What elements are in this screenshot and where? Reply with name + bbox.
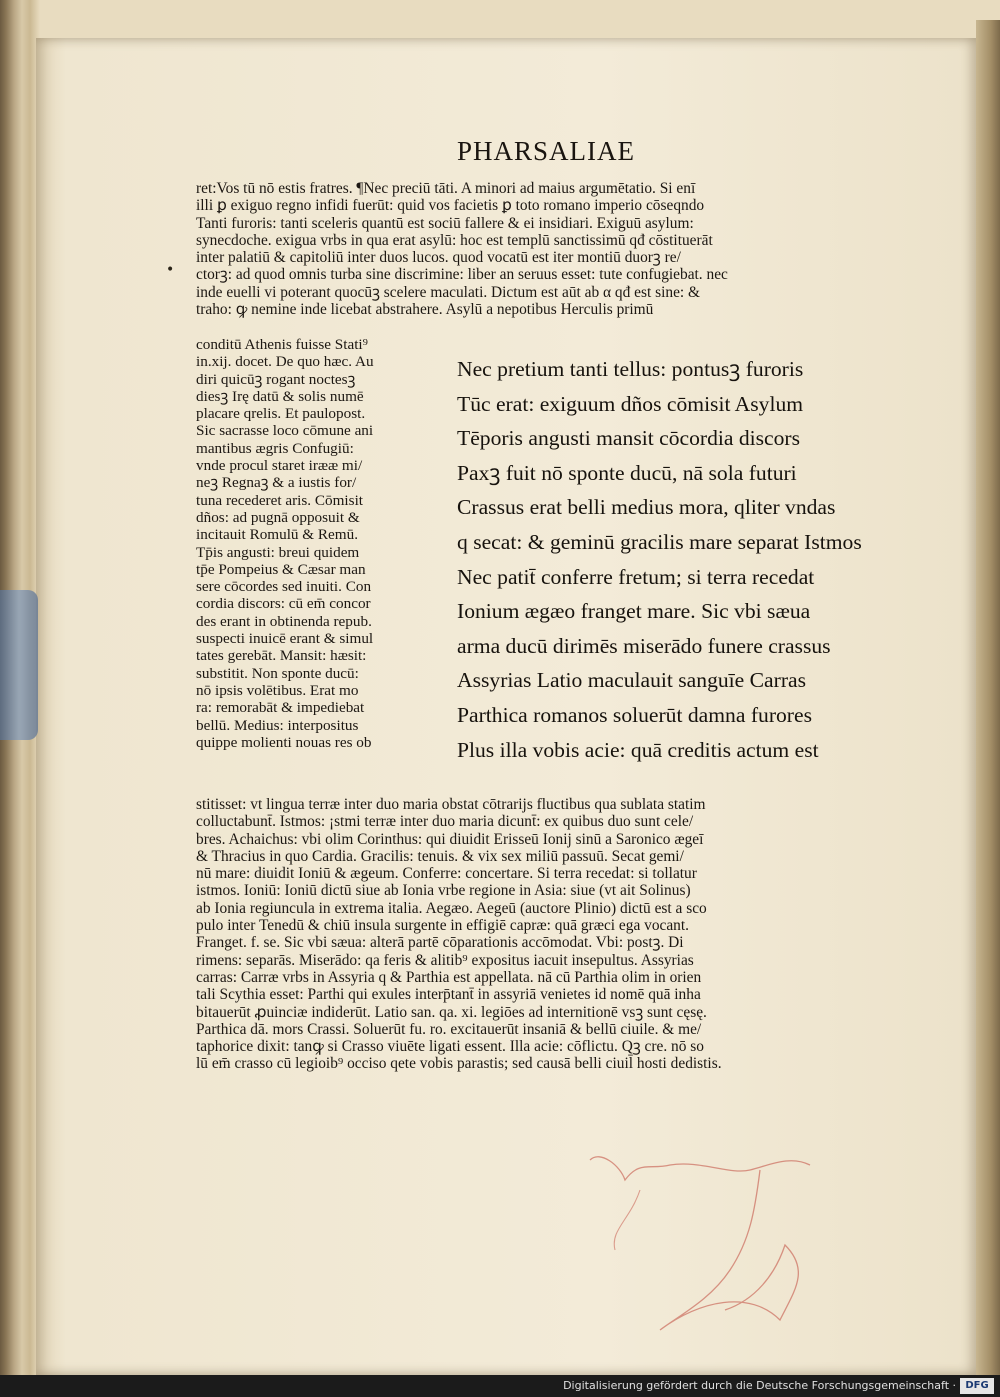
commentary-line: nū mare: diuidit Ioniū & ægeum. Conferre: concertare. Si terra recedat: si tollatur: [196, 865, 697, 883]
page-heading: PHARSALIAE: [457, 136, 636, 166]
verse-line: Tēporis angusti mansit cōcordia discors: [457, 426, 801, 451]
commentary-line: conditū Athenis fuisse Stati⁹: [196, 336, 368, 353]
verse-line: Assyrias Latio maculauit sanguīe Carras: [457, 668, 807, 693]
verse-line: q secat: & geminū gracilis mare separat Istmos: [457, 529, 862, 554]
commentary-line: cordia discors: cū em̄ concor: [196, 595, 371, 613]
commentary-line: sere cōcordes sed inuiti. Con: [196, 578, 372, 596]
commentary-line: ret:Vos tū nō estis fratres. ¶Nec preciū tāti. A minori ad maius argumētatio. Si enī: [196, 180, 696, 197]
commentary-line: suspecti inuicē erant & simul: [196, 630, 374, 648]
commentary-line: ab Ionia regiuncula in extrema italia. Aegæo. Aegeū (auctore Plinio) dictū est a sco: [196, 899, 707, 917]
commentary-line: rimens: separās. Miserādo: qa feris & alitib⁹ expositus iacuit insepultus. Assyrias: [196, 951, 694, 969]
verse-line: Nec patit̄ conferre fretum; si terra recedat: [457, 564, 815, 589]
commentary-line: des erant in obtinenda repub.: [196, 612, 372, 630]
commentary-line: Tp̄is angusti: breui quidem: [196, 543, 360, 561]
commentary-line: vnde procul staret irææ mi/: [196, 457, 363, 475]
commentary-line: illi ꝑ exiguo regno infidi fuerūt: quid vos facietis ꝑ toto romano imperio cōseqndo: [196, 197, 705, 215]
commentary-line: tuna recederet aris. Cōmisit: [196, 491, 364, 509]
commentary-line: bellū. Medius: interpositus: [196, 716, 359, 734]
commentary-line: traho: ꝙ nemine inde licebat abstrahere. Asylū a nepotibus Herculis primū: [196, 301, 654, 319]
verse-line: Parthica romanos soluerūt damna furores: [457, 702, 812, 727]
commentary-line: ctorꝫ: ad quod omnis turba sine discrimine: liber an seruus esset: tute confugiebat. nec: [196, 266, 728, 284]
verse-line: Paxꝫ fuit nō sponte ducū, nā sola futuri: [457, 460, 797, 485]
commentary-bottom: [196, 796, 722, 1073]
commentary-line: carras: Carræ vrbs in Assyria q & Parthia est appellata. nā cū Parthia olim in orien: [196, 968, 702, 986]
commentary-line: lū em̄ crasso cū legioib⁹ occiso qete vobis parastis; sed causā belli ciuil̄ hosti dedistis.: [196, 1055, 722, 1073]
commentary-line: tali Scythia esset: Parthi qui exules interp̄tant̄ in assyriā venietes id nomē quā inha: [196, 986, 701, 1004]
margin-dot-icon: •: [166, 262, 175, 278]
commentary-line: Sic sacrasse loco cōmune ani: [196, 422, 374, 440]
commentary-line: neꝫ Regnaꝫ & a iustis for/: [196, 474, 357, 492]
commentary-line: stitisset: vt lingua terræ inter duo maria obstat cōtrarijs fluctibus qua sublata statim: [196, 796, 706, 813]
book-gutter: [976, 20, 1000, 1375]
commentary-line: inter palatiū & capitoliū inter duos lucos. quod vocatū est iter montiū duorꝫ re/: [196, 249, 681, 267]
commentary-line: substitit. Non sponte ducū:: [196, 664, 359, 682]
commentary-line: taphorice dixit: tanꝙ si Crasso viuēte ligati essent. Illa acie: cōflictu. Qꝫ cre. nō so: [196, 1038, 704, 1056]
commentary-line: tates gerebāt. Mansit: hæsit:: [196, 647, 367, 665]
commentary-line: ra: remorabāt & impediebat: [196, 699, 365, 717]
commentary-line: Franget. f. se. Sic vbi sæua: alterā partē cōparationis accōmodat. Vbi: postꝫ. Di: [196, 934, 684, 952]
commentary-line: in.xij. docet. De quo hæc. Au: [196, 353, 374, 371]
commentary-line: bitauerūt ꝓuinciæ indiderūt. Latio san. qa. xi. legiōes ad internitionē vsꝫ sunt cęsę.: [196, 1003, 707, 1021]
verse-line: Tūc erat: exiguum dños cōmisit Asylum: [457, 391, 804, 416]
commentary-line: dños: ad pugnā opposuit &: [196, 508, 360, 526]
verse-block: [457, 352, 862, 767]
commentary-line: diri quicūꝫ rogant noctesꝫ: [196, 370, 356, 388]
commentary-line: pulo inter Tenedū & chiū insula surgente in effigiē capræ: quā græci ega vocant.: [196, 917, 689, 935]
dfg-logo: DFG: [960, 1378, 994, 1394]
verse-line: Plus illa vobis acie: quā creditis actum est: [457, 737, 819, 762]
red-crayon-doodle-icon: [580, 1150, 860, 1350]
commentary-line: mantibus ægris Confugiū:: [196, 439, 354, 457]
commentary-line: colluctabunt̄. Istmos: ¡stmi terræ inter duo maria dicunt̄: ex quibus duo sunt cele/: [196, 813, 694, 831]
commentary-line: & Thracius in quo Cardia. Gracilis: tenuis. & vix sex miliū passuū. Secat gemi/: [196, 847, 684, 865]
footer-bar: [0, 1375, 1000, 1397]
commentary-line: Tanti furoris: tanti sceleris quantū est sociū fallere & ei insidiari. Exiguū asylum:: [196, 214, 694, 232]
commentary-line: inde euelli vi poterant quocūꝫ scelere maculati. Dictum est aūt ab α qđ est sine: &: [196, 283, 701, 301]
commentary-line: placare qrelis. Et paulopost.: [196, 405, 366, 423]
commentary-top: [196, 180, 728, 318]
commentary-line: istmos. Ioniū: Ioniū dictū siue ab Ionia vrbe regione in Asia: siue (vt ait Solinus): [196, 882, 691, 900]
verse-line: Nec pretium tanti tellus: pontusꝫ furoris: [457, 357, 804, 381]
commentary-line: incitauit Romulū & Remū.: [196, 526, 358, 544]
commentary-line: diesꝫ Irę datū & solis numē: [196, 387, 364, 405]
commentary-left-column: [196, 336, 374, 751]
commentary-line: synecdoche. exigua vrbs in qua erat asylū: hoc est templū sanctissimū qđ cōstituerāt: [196, 231, 713, 249]
commentary-line: tp̄e Pompeius & Cæsar man: [196, 560, 366, 578]
commentary-line: Parthica dā. mors Crassi. Soluerūt fu. ro. excitauerūt insaniā & bellū ciuile. & me/: [196, 1020, 702, 1038]
footer-credit: Digitalisierung gefördert durch die Deutsche Forschungsgemeinschaft ·: [563, 1379, 956, 1392]
commentary-line: quippe molienti nouas res ob: [196, 733, 372, 751]
verse-line: Crassus erat belli medius mora, qliter vndas: [457, 495, 836, 520]
commentary-line: bres. Achaichus: vbi olim Corinthus: qui diuidit Erisseū Ionij sinū a Saronico ægeī: [196, 830, 704, 848]
verse-line: Ionium ægæo franget mare. Sic vbi sæua: [457, 599, 811, 624]
verse-line: arma ducū dirimēs miserādo funere crassus: [457, 633, 831, 658]
commentary-line: nō ipsis volētibus. Erat mo: [196, 681, 359, 699]
book-clasp: [0, 590, 38, 740]
